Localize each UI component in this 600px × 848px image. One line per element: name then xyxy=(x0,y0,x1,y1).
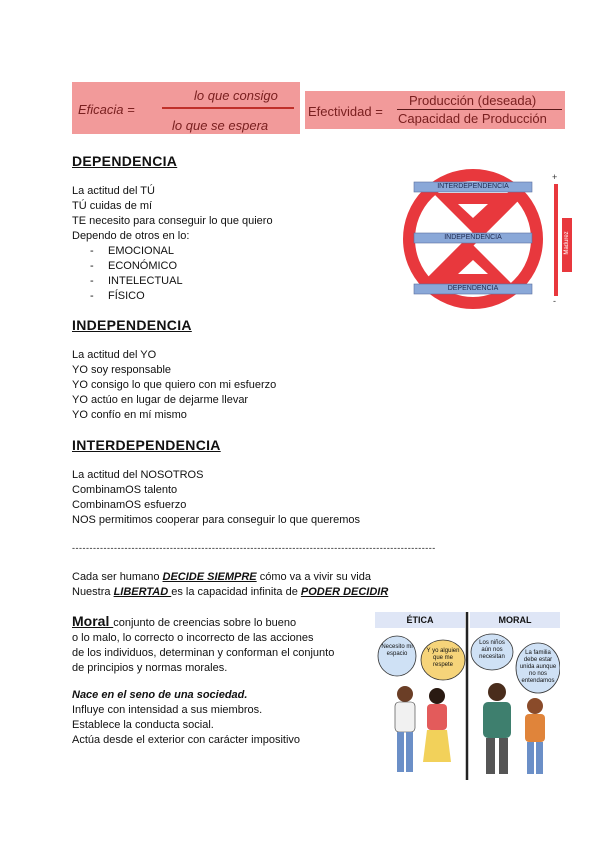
person-2-head xyxy=(429,688,445,704)
text-line: YO confío en mí mismo xyxy=(72,409,187,421)
person-1-head xyxy=(397,686,413,702)
emphasis-decide-siempre: DECIDE SIEMPRE xyxy=(162,571,257,583)
nace-line: Nace en el seno de una sociedad. xyxy=(72,689,248,701)
maturity-diagram xyxy=(400,166,580,312)
text-span: conjunto de creencias sobre lo bueno xyxy=(113,617,297,629)
eficacia-lhs: Eficacia = xyxy=(78,102,135,117)
person-1-leg xyxy=(397,732,404,772)
person-4-leg xyxy=(536,742,543,774)
etica-title: ÉTICA xyxy=(406,615,434,625)
person-2-body xyxy=(427,704,447,730)
person-3-head xyxy=(488,683,506,701)
efectividad-numerator: Producción (deseada) xyxy=(409,93,537,108)
independencia-text xyxy=(72,348,276,423)
moral-title: MORAL xyxy=(498,615,532,625)
bar-top-label: INTERDEPENDENCIA xyxy=(437,183,509,190)
person-3-leg xyxy=(486,738,495,774)
madurez-label: Madurez xyxy=(564,231,570,255)
person-4-body xyxy=(525,714,545,742)
dependencia-heading: DEPENDENCIA xyxy=(72,153,178,169)
person-3-body xyxy=(483,702,511,738)
bar-bottom-label: DEPENDENCIA xyxy=(447,285,499,292)
efectividad-formula xyxy=(305,91,565,129)
text-line: TÚ cuidas de mí xyxy=(72,200,153,212)
person-4-head xyxy=(527,698,543,714)
dependencia-list xyxy=(72,244,273,304)
person-2-skirt xyxy=(423,730,451,762)
text-line: Dependo de otros en lo: xyxy=(72,230,190,242)
decide-line-1 xyxy=(72,570,388,585)
person-3-leg xyxy=(499,738,508,774)
decide-line-2 xyxy=(72,585,388,600)
fraction-line xyxy=(397,109,562,110)
person-4-leg xyxy=(527,742,534,774)
text-line: Actúa desde el exterior con carácter impositivo xyxy=(72,734,301,746)
bar-mid-label: INDEPENDENCIA xyxy=(444,234,502,241)
spacer xyxy=(72,676,334,688)
text-line: Influye con intensidad a sus miembros. xyxy=(72,704,263,716)
person-1-body xyxy=(395,702,415,732)
dependencia-text xyxy=(72,184,273,304)
moral-word: Moral xyxy=(72,613,114,629)
interdependencia-heading: INTERDEPENDENCIA xyxy=(72,437,221,453)
eficacia-numerator: lo que consigo xyxy=(194,88,278,103)
moral-line-1 xyxy=(72,614,334,631)
bubble-4-text: La familia debe estar unida aunque no nos entendamos xyxy=(519,650,557,684)
text-line: NOS permitimos cooperar para conseguir lo que queremos xyxy=(72,514,360,526)
text-span: Cada ser humano xyxy=(72,571,163,583)
text-line: de principios y normas morales. xyxy=(72,662,228,674)
decide-block xyxy=(72,570,388,600)
eficacia-denominator: lo que se espera xyxy=(172,118,269,133)
text-line: TE necesito para conseguir lo que quiero xyxy=(72,215,273,227)
text-line: CombinamOS talento xyxy=(72,484,178,496)
text-span: Nuestra xyxy=(72,586,114,598)
text-line: de los individuos, determinan y conforman el conjunto xyxy=(72,647,335,659)
list-item: - FÍSICO xyxy=(72,289,273,304)
plus-sign: + xyxy=(552,172,558,182)
illustration-graphic xyxy=(375,612,560,780)
etica-moral-illustration xyxy=(375,612,560,780)
fraction-line xyxy=(162,107,294,109)
text-span: cómo va a vivir su vida xyxy=(256,571,371,583)
emphasis-libertad: LIBERTAD xyxy=(113,586,172,598)
independencia-heading: INDEPENDENCIA xyxy=(72,317,192,333)
text-line: Establece la conducta social. xyxy=(72,719,214,731)
text-line: La actitud del NOSOTROS xyxy=(72,469,204,481)
bubble-1-text: Necesito mi espacio xyxy=(381,644,413,657)
list-item: - EMOCIONAL xyxy=(72,244,273,259)
efectividad-denominator: Capacidad de Producción xyxy=(398,111,547,126)
text-line: YO soy responsable xyxy=(72,364,172,376)
efectividad-lhs: Efectividad = xyxy=(308,104,383,119)
text-line: La actitud del TÚ xyxy=(72,185,155,197)
list-item: - INTELECTUAL xyxy=(72,274,273,289)
text-line: CombinamOS esfuerzo xyxy=(72,499,187,511)
text-line: o lo malo, lo correcto o incorrecto de las acciones xyxy=(72,632,314,644)
text-line: La actitud del YO xyxy=(72,349,157,361)
bubble-3-text: Los niños aún nos necesitan xyxy=(479,640,505,660)
interdependencia-text xyxy=(72,468,360,528)
emphasis-poder-decidir: PODER DECIDIR xyxy=(300,586,389,598)
minus-sign: - xyxy=(553,296,556,306)
person-1-leg xyxy=(406,732,413,772)
eficacia-formula xyxy=(72,82,300,134)
text-line: YO consigo lo que quiero con mi esfuerzo xyxy=(72,379,277,391)
list-item: - ECONÓMICO xyxy=(72,259,273,274)
dashed-separator: -------------------------------------------------------------------------------------------------------- xyxy=(72,543,436,553)
text-line: YO actúo en lugar de dejarme llevar xyxy=(72,394,249,406)
text-span: es la capacidad infinita de xyxy=(171,586,301,598)
moral-block xyxy=(72,614,334,748)
bubble-2-text: Y yo alguien que me respete xyxy=(426,648,460,668)
